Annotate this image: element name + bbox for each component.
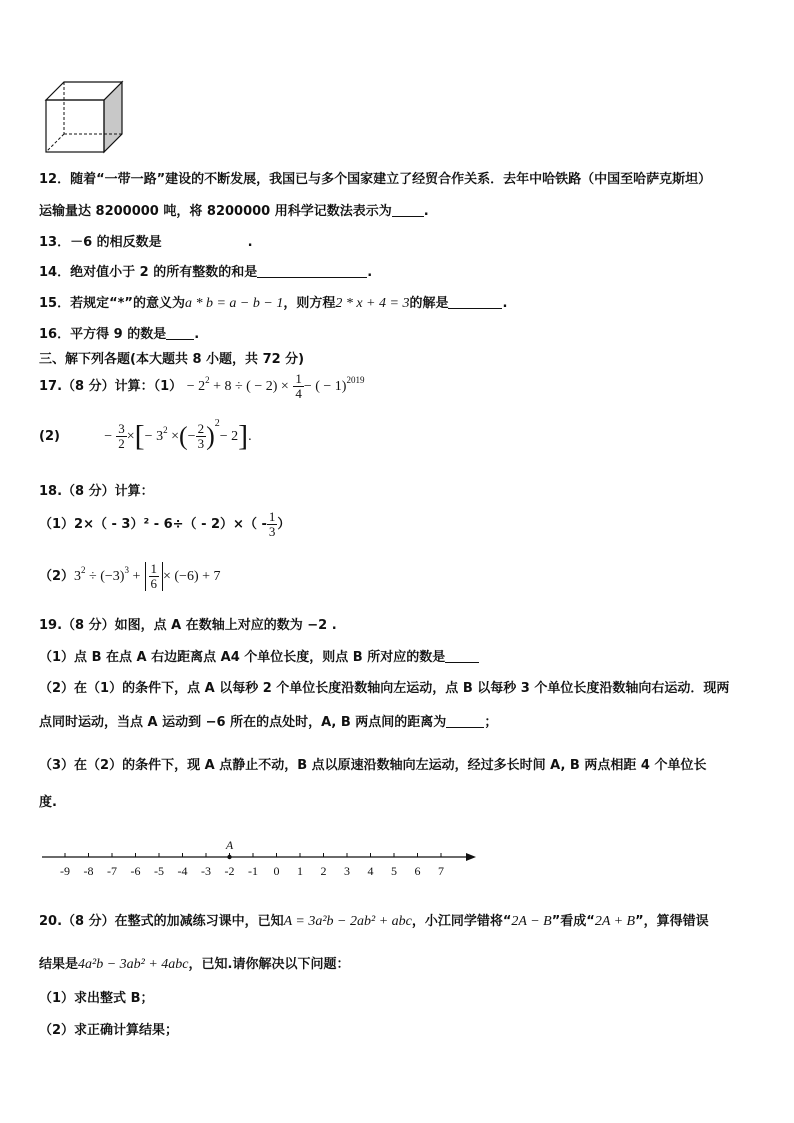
q18-part2-label: （2） (39, 569, 75, 584)
number-line-tick-label: 0 (273, 864, 280, 878)
q20-mid2: ”看成“ (551, 914, 595, 929)
q20-line2 (39, 953, 349, 973)
q20-result-expr: 4a²b − 3ab² + 4abc (78, 957, 189, 972)
q19-part2-end: ； (484, 715, 498, 730)
q14 (39, 261, 372, 280)
q18-part2-tail: × (−6) + 7 (163, 569, 221, 584)
q17-part2-inner1: − $3^2$ (144, 425, 168, 444)
q15-equation: 2 * x + 4 = 3 (335, 296, 410, 311)
q15-end: . (502, 296, 508, 311)
q18-part2-term2: ÷ $(-3)^3$ (85, 565, 129, 584)
q20-used-expr: 2A + B (594, 914, 636, 929)
q13-text: 13．－6 的相反数是 (39, 235, 162, 250)
q15-post: 的解是 (409, 296, 449, 311)
q13 (39, 231, 253, 250)
q20-expr-A: A = 3a²b − 2ab² + abc (283, 914, 412, 929)
q18-part1-text: （1）2×（ - 3）² - 6÷（ - 2）×（ - (39, 517, 267, 532)
q13-end: . (247, 235, 253, 250)
number-line-tick-label: 5 (391, 864, 397, 878)
q17-fraction-3-2: $\frac{3}{2}$ (118, 421, 125, 451)
q19-part1-text: （1）点 B 在点 A 右边距离点 A4 个单位长度，则点 B 所对应的数是 (39, 650, 446, 665)
number-line-tick-label: -4 (177, 864, 188, 878)
q19-part1 (39, 646, 479, 665)
number-line (40, 832, 480, 882)
q16-answer-blank (166, 327, 194, 340)
cube-figure (44, 78, 126, 156)
q18-part1 (39, 510, 290, 539)
q19-part2-line2 (39, 711, 497, 730)
q20-wrong-expr: 2A − B (511, 914, 552, 929)
number-line-tick-label: -7 (107, 864, 117, 878)
q19-part2-text: 点同时运动，当点 A 运动到 −6 所在的点处时，A, B 两点间的距离为 (39, 715, 447, 730)
q15-answer-blank (448, 296, 502, 309)
q16-text: 16．平方得 9 的数是 (39, 327, 167, 342)
q17-fraction-2-3: $\frac{2}{3}$ (197, 421, 205, 451)
number-line-point-A (227, 855, 231, 859)
q17-part2-times: × (126, 429, 135, 444)
q19-part1-blank (445, 650, 479, 663)
q17-expr-term2: + 8 ÷ ( − 2) × (209, 379, 289, 394)
q16-end: . (194, 327, 200, 342)
q17-part2-neg: − (104, 429, 113, 444)
cube-front-face (46, 100, 104, 152)
number-line-tick-label: 7 (438, 864, 444, 878)
q20-line2-post: ，已知.请你解决以下问题： (188, 957, 350, 972)
q18-part2-plus: + (128, 569, 141, 584)
q18-fraction-1-6: $\frac{1}{6}$ (150, 561, 157, 591)
q15-mid: ，则方程 (283, 296, 336, 311)
q20-mid: ，小江同学错将“ (411, 914, 512, 929)
number-line-tick-label: 4 (367, 864, 374, 878)
q17-part1 (39, 372, 364, 401)
number-line-tick-label: 2 (320, 864, 327, 878)
q19-part2-blank (446, 715, 484, 728)
q16 (39, 323, 199, 342)
number-line-tick-label: 6 (414, 864, 421, 878)
number-line-arrow (466, 853, 476, 861)
q20-part1: （1）求出整式 B； (39, 991, 154, 1006)
q17-expr-term3: − ( − 1)$^{2019}$ (303, 375, 365, 394)
q15-definition: a * b = a − b − 1 (184, 296, 284, 311)
number-line-tick-label: -3 (201, 864, 211, 878)
q20-head: 20.（8 分）在整式的加减练习课中，已知 (39, 914, 284, 929)
q20-part2: （2）求正确计算结果； (39, 1023, 179, 1038)
q17-part2-inner2: × (167, 429, 179, 444)
number-line-tick-label: 1 (297, 864, 303, 878)
q18-absolute-value (145, 562, 164, 591)
cube-hidden-edge (46, 134, 64, 152)
number-line-point-label: A (225, 838, 234, 852)
q17-part2-exp: 2 (214, 418, 220, 429)
number-line-tick-label: -1 (248, 864, 258, 878)
q15-pre: 15．若规定“*”的意义为 (39, 296, 185, 311)
q19-head: 19.（8 分）如图，点 A 在数轴上对应的数为 −2 . (39, 618, 337, 633)
q17-part2-tail: − 2 (219, 429, 239, 444)
q18-head: 18.（8 分）计算： (39, 484, 154, 499)
number-line-tick-label: -9 (60, 864, 70, 878)
number-line-tick-label: -6 (130, 864, 141, 878)
q15 (39, 292, 507, 312)
q12-answer-blank (392, 204, 424, 217)
q14-text: 14．绝对值小于 2 的所有整数的和是 (39, 265, 258, 280)
q19-part2-line1: （2）在（1）的条件下，点 A 以每秒 2 个单位长度沿数轴向左运动，点 B 以每秒 3 个单位长度沿数轴向右运动．现两 (39, 681, 730, 696)
q20-line2-pre: 结果是 (39, 957, 79, 972)
q12-end: . (423, 204, 429, 219)
q17-part2-label: (2) (39, 429, 60, 444)
q12-line1: 12．随着“一带一路”建设的不断发展，我国已与多个国家建立了经贸合作关系．去年中哈铁路（中国至哈萨克斯坦） (39, 172, 712, 187)
q17-fraction-1-4: $\frac{1}{4}$ (295, 371, 302, 401)
q17-part2-neg2: − (187, 429, 196, 444)
number-line-tick-label: -8 (83, 864, 94, 878)
q20-line1 (39, 910, 709, 930)
number-line-tick-label: -5 (154, 864, 164, 878)
q12-line2 (39, 200, 429, 219)
q17-part2-end: . (248, 429, 252, 444)
q19-part3-line1: （3）在（2）的条件下，现 A 点静止不动，B 点以原速沿数轴向左运动，经过多长时间 A, B 两点相距 4 个单位长 (39, 758, 707, 773)
q18-part1-close: ） (277, 517, 291, 532)
q18-fraction-1-3: $\frac{1}{3}$ (268, 509, 276, 539)
q17-head: 17.（8 分）计算：（1） (39, 379, 183, 394)
q18-part2-term1: $3^2$ (74, 565, 86, 584)
q18-part2 (39, 562, 221, 591)
section-3-heading: 三、解下列各题(本大题共 8 小题，共 72 分) (39, 352, 305, 367)
q14-answer-blank (257, 265, 367, 278)
q17-expr-term1: − $2^2$ (186, 375, 210, 394)
number-line-tick-label: 3 (344, 864, 350, 878)
q17-part2: (2) − $\frac{3}{2}$ ×[− $3^2$ ×(− $\frac{2}{3}$ )$^2$− 2]. (39, 418, 252, 453)
q14-end: . (367, 265, 373, 280)
number-line-tick-label: -2 (224, 864, 235, 878)
q19-part3-line2: 度. (39, 795, 57, 810)
q12-text: 运输量达 8200000 吨，将 8200000 用科学记数法表示为 (39, 204, 392, 219)
q20-tail: ”，算得错误 (635, 914, 709, 929)
